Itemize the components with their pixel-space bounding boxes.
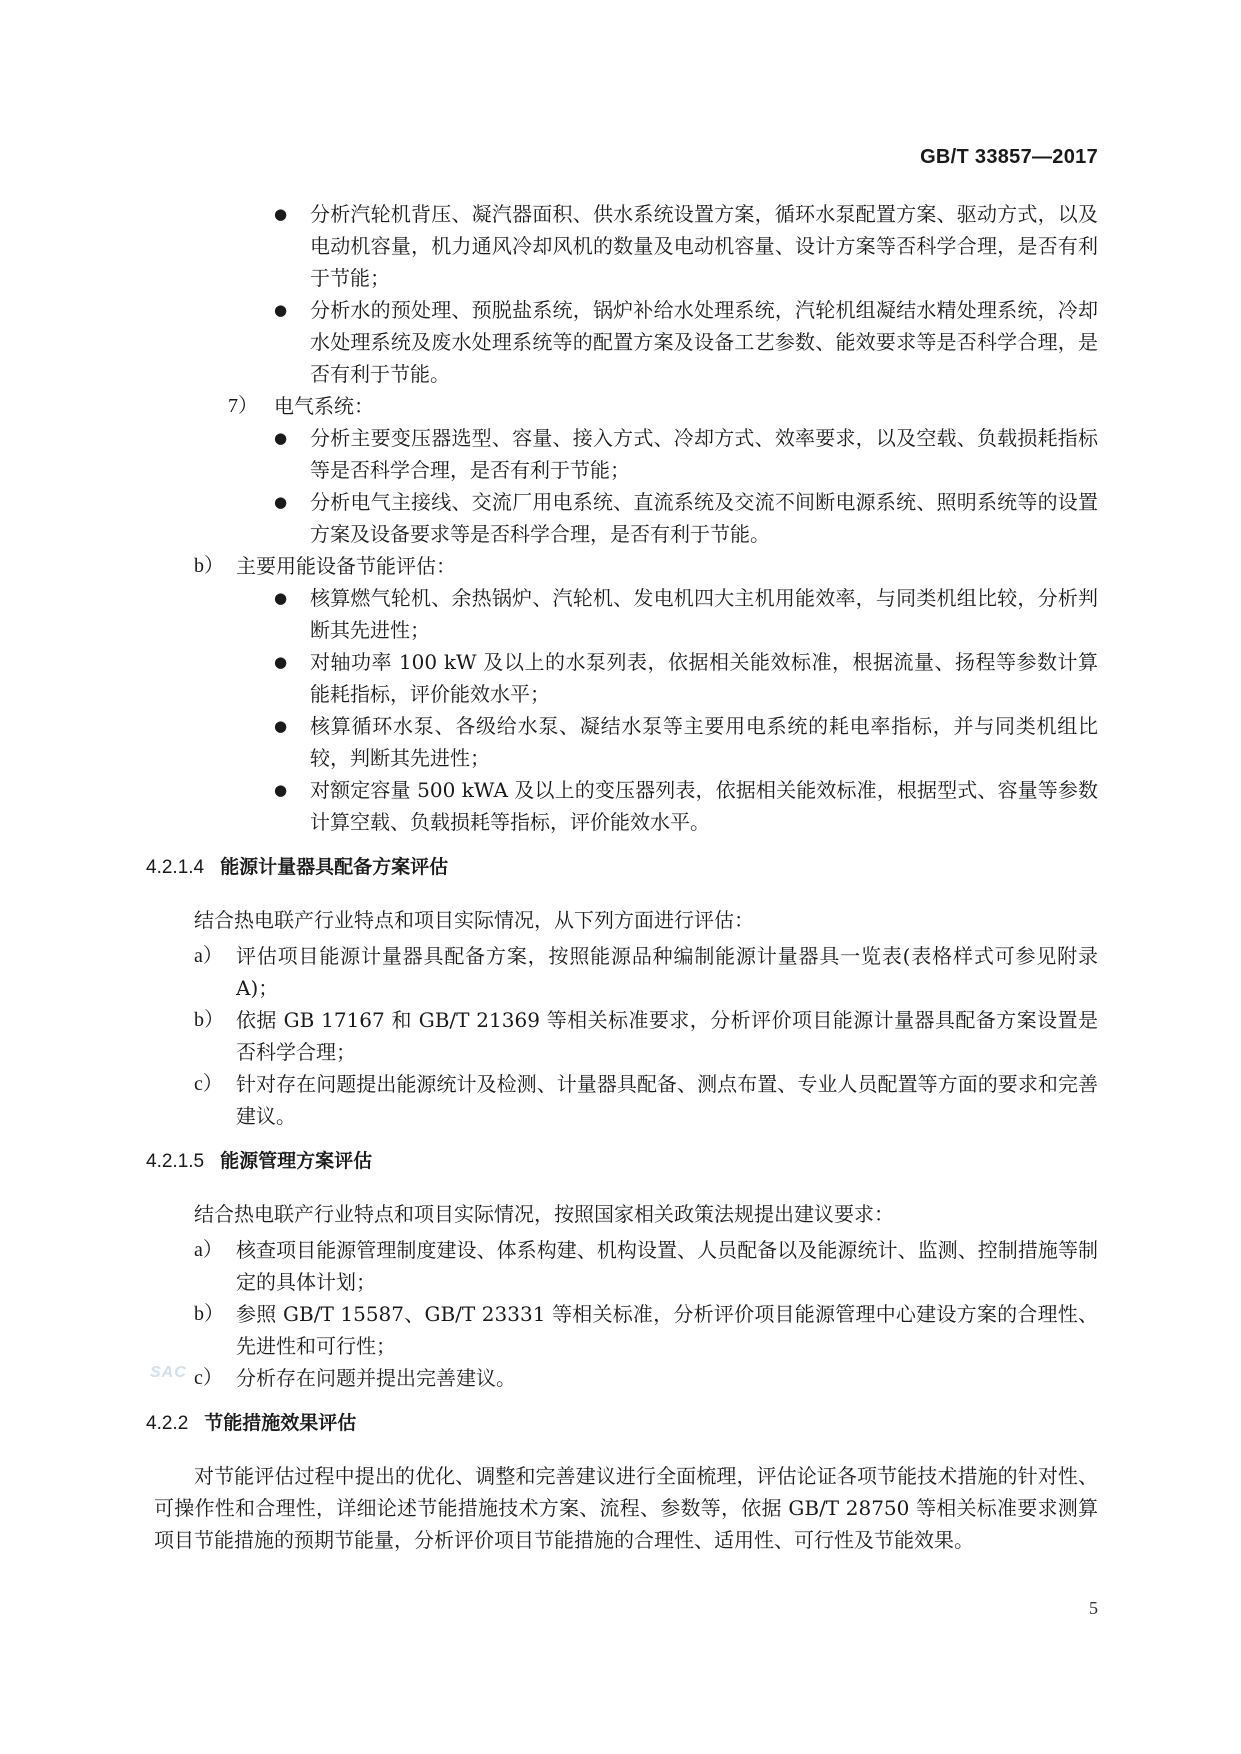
numbered-item xyxy=(228,390,1098,422)
section-paragraph: 对节能评估过程中提出的优化、调整和完善建议进行全面梳理，评估论证各项节能技术措施的针对性、可操作性和合理性，详细论述节能措施技术方案、流程、参数等，依据 GB/T 28750 等相关标准要求测算项目节能措施的预期节能量，分析评价项目节能措施的合理性、适用性、可行性及节能效果。 xyxy=(154,1464,1098,1552)
page-content xyxy=(146,198,1098,1556)
section-title: 能源计量器具配备方案评估 xyxy=(220,857,449,878)
bullet-dot-icon: ● xyxy=(274,429,288,447)
item-text: 针对存在问题提出能源统计及检测、计量器具配备、测点布置、专业人员配置等方面的要求和完善建议。 xyxy=(236,1072,1098,1128)
item-text: 依据 GB 17167 和 GB/T 21369 等相关标准要求，分析评价项目能源计量器具配备方案设置是否科学合理； xyxy=(236,1008,1098,1064)
item-marker: b） xyxy=(194,1303,224,1325)
section-intro: 结合热电联产行业特点和项目实际情况，按照国家相关政策法规提出建议要求： xyxy=(194,1202,894,1226)
item-text: 参照 GB/T 15587、GB/T 23331 等相关标准，分析评价项目能源管理中心建设方案的合理性、先进性和可行性； xyxy=(236,1302,1098,1358)
bullet-text: 对额定容量 500 kWA 及以上的变压器列表，依据相关能效标准，根据型式、容量等参数计算空载、负载损耗等指标，评价能效水平。 xyxy=(310,778,1098,834)
item-marker: b） xyxy=(194,1009,224,1031)
item-text: 核查项目能源管理制度建设、体系构建、机构设置、人员配备以及能源统计、监测、控制措施等制定的具体计划； xyxy=(236,1238,1098,1294)
bullet-dot-icon: ● xyxy=(274,589,288,607)
bullet-dot-icon: ● xyxy=(274,653,288,671)
bullet-dot-icon: ● xyxy=(274,781,288,799)
bullet-item xyxy=(274,710,1098,774)
section-intro: 结合热电联产行业特点和项目实际情况，从下列方面进行评估： xyxy=(194,908,754,932)
lettered-item xyxy=(194,1004,1098,1068)
bullet-text: 分析汽轮机背压、凝汽器面积、供水系统设置方案，循环水泵配置方案、驱动方式，以及电动机容量，机力通风冷却风机的数量及电动机容量、设计方案等否科学合理，是否有利于节能； xyxy=(310,202,1098,290)
section-heading-4215 xyxy=(146,1146,1098,1178)
standard-code: GB/T 33857—2017 xyxy=(920,146,1098,168)
bullet-text: 分析水的预处理、预脱盐系统，锅炉补给水处理系统，汽轮机组凝结水精处理系统，冷却水处理系统及废水处理系统等的配置方案及设备工艺参数、能效要求等是否科学合理，是否有利于节能。 xyxy=(310,298,1098,386)
bullet-text: 分析电气主接线、交流厂用电系统、直流系统及交流不间断电源系统、照明系统等的设置方案及设备要求等是否科学合理，是否有利于节能。 xyxy=(310,490,1098,546)
lettered-item xyxy=(194,1068,1098,1132)
page-number: 5 xyxy=(1089,1598,1098,1618)
bullet-text: 分析主要变压器选型、容量、接入方式、冷却方式、效率要求，以及空载、负载损耗指标等是否科学合理，是否有利于节能； xyxy=(310,426,1098,482)
section-heading-4214 xyxy=(146,852,1098,884)
section-number: 4.2.2 xyxy=(146,1413,189,1434)
section-heading-422 xyxy=(146,1408,1098,1440)
section-title: 节能措施效果评估 xyxy=(204,1413,357,1434)
bullet-text: 核算燃气轮机、余热锅炉、汽轮机、发电机四大主机用能效率，与同类机组比较，分析判断其先进性； xyxy=(310,586,1098,642)
bullet-item xyxy=(274,646,1098,710)
section-title: 能源管理方案评估 xyxy=(220,1151,373,1172)
lettered-item xyxy=(194,550,1098,582)
item-marker: a） xyxy=(194,1239,223,1261)
bullet-item xyxy=(274,486,1098,550)
lettered-item xyxy=(194,1298,1098,1362)
section-number: 4.2.1.5 xyxy=(146,1151,205,1172)
lettered-item xyxy=(194,1234,1098,1298)
item-marker: c） xyxy=(194,1367,223,1389)
item-text: 评估项目能源计量器具配备方案，按照能源品种编制能源计量器具一览表(表格样式可参见附录 A)； xyxy=(236,944,1098,1000)
bullet-dot-icon: ● xyxy=(274,493,288,511)
item-marker: b） xyxy=(194,555,224,577)
bullet-item xyxy=(274,774,1098,838)
item-marker: a） xyxy=(194,945,223,967)
sac-watermark-logo: SAC xyxy=(150,1364,187,1381)
bullet-dot-icon: ● xyxy=(274,301,288,319)
item-marker: 7） xyxy=(228,395,258,417)
lettered-item xyxy=(194,1362,1098,1394)
item-marker: c） xyxy=(194,1073,223,1095)
item-text: 电气系统： xyxy=(274,394,374,418)
bullet-text: 对轴功率 100 kW 及以上的水泵列表，依据相关能效标准，根据流量、扬程等参数计算能耗指标，评价能效水平； xyxy=(310,650,1098,706)
bullet-item xyxy=(274,422,1098,486)
bullet-item xyxy=(274,294,1098,390)
bullet-item xyxy=(274,582,1098,646)
bullet-text: 核算循环水泵、各级给水泵、凝结水泵等主要用电系统的耗电率指标，并与同类机组比较，判断其先进性； xyxy=(310,714,1098,770)
item-text: 主要用能设备节能评估： xyxy=(236,554,456,578)
lettered-item xyxy=(194,940,1098,1004)
bullet-item xyxy=(274,198,1098,294)
bullet-dot-icon: ● xyxy=(274,717,288,735)
item-text: 分析存在问题并提出完善建议。 xyxy=(236,1366,516,1390)
bullet-dot-icon: ● xyxy=(274,205,288,223)
section-number: 4.2.1.4 xyxy=(146,857,205,878)
